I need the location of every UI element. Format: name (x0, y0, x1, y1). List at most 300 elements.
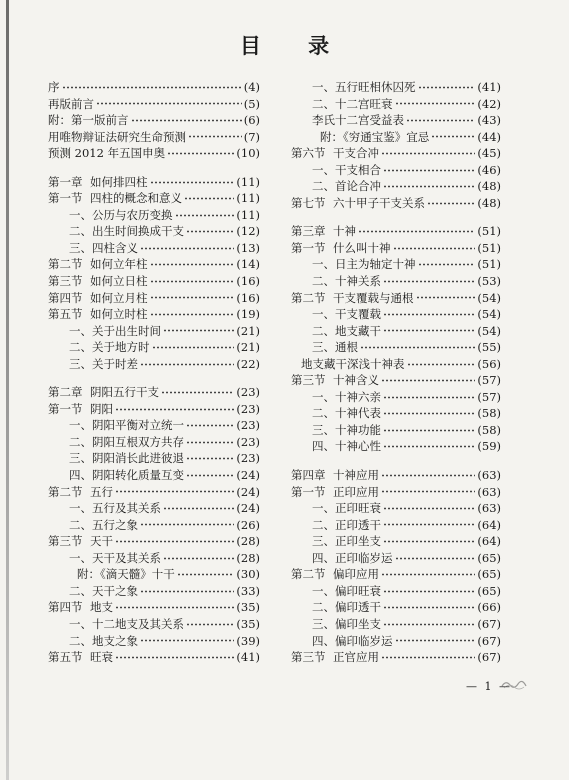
toc-entry-page: (42) (477, 96, 501, 111)
toc-entry (48, 583, 260, 600)
toc-entry-title: 一、公历与农历变换 (69, 207, 173, 222)
toc-entry (48, 550, 260, 567)
toc-entry (291, 162, 501, 179)
toc-dot-leader (163, 503, 234, 514)
toc-entry-page: (39) (236, 633, 260, 648)
toc-entry (291, 306, 501, 323)
toc-entry-title: 三、正印坐支 (312, 534, 381, 549)
page-title: 目 录 (239, 33, 350, 58)
toc-entry (291, 438, 501, 455)
toc-entry (291, 566, 501, 583)
toc-entry-page: (67) (477, 633, 501, 648)
toc-dot-leader (358, 226, 475, 237)
toc-entry-page: (11) (236, 207, 260, 222)
toc-entry-number: 第一节 (48, 191, 83, 206)
toc-entry-title: 五行 (90, 484, 113, 499)
toc-entry-title: 二、十神代表 (312, 406, 381, 421)
toc-entry-number: 第三节 (48, 534, 83, 549)
toc-entry-page: (13) (236, 240, 260, 255)
toc-dot-leader (406, 115, 475, 126)
toc-entry-number: 第二节 (291, 290, 326, 305)
toc-entry-page: (43) (477, 113, 501, 128)
toc-entry (48, 401, 260, 418)
toc-entry (291, 583, 501, 600)
toc-entry-title: 四、偏印临岁运 (312, 633, 393, 648)
toc-entry-title: 十神 (333, 224, 356, 239)
toc-entry-number: 第三章 (291, 224, 326, 239)
toc-dot-leader (115, 602, 234, 613)
toc-entry (48, 174, 260, 191)
toc-dot-leader (381, 470, 475, 481)
toc-entry-page: (41) (477, 80, 501, 94)
toc-entry (291, 323, 501, 340)
toc-dot-leader (184, 193, 234, 204)
toc-dot-leader (96, 98, 242, 109)
toc-entry (48, 256, 260, 273)
toc-dot-leader (150, 309, 235, 320)
toc-dot-leader (383, 165, 475, 176)
toc-entry-page: (46) (477, 162, 501, 177)
toc-dot-leader (381, 652, 475, 663)
toc-entry (48, 517, 260, 534)
toc-entry-page: (11) (236, 191, 260, 206)
toc-entry-title: 李氏十二宫受益表 (312, 113, 404, 128)
toc-entry (291, 240, 501, 257)
toc-entry (48, 96, 260, 113)
toc-entry-number: 第一节 (48, 401, 83, 416)
toc-entry-page: (10) (236, 146, 260, 161)
toc-dot-leader (427, 198, 475, 209)
toc-entry-page: (16) (236, 274, 260, 289)
toc-entry (291, 467, 501, 484)
toc-entry (48, 484, 260, 501)
toc-entry-title: 如何立日柱 (90, 274, 148, 289)
toc-entry (291, 405, 501, 422)
toc-entry-page: (67) (477, 650, 501, 665)
toc-entry-title: 四柱的概念和意义 (90, 191, 182, 206)
toc-entry-page: (23) (236, 418, 260, 433)
toc-entry (291, 290, 501, 307)
toc-entry-page: (66) (477, 600, 501, 615)
toc-entry-page: (56) (477, 356, 501, 371)
toc-entry-number: 第三节 (48, 274, 83, 289)
toc-dot-leader (383, 602, 475, 613)
toc-entry (291, 500, 501, 517)
toc-entry-title: 三、关于时差 (69, 356, 138, 371)
toc-entry-page: (35) (236, 616, 260, 631)
toc-entry (48, 384, 260, 401)
toc-entry-page: (54) (477, 307, 501, 322)
toc-dot-leader (383, 503, 475, 514)
toc-entry-title: 十神含义 (333, 373, 379, 388)
toc-column-right (291, 79, 501, 666)
toc-entry-title: 干支覆载与通根 (333, 290, 414, 305)
toc-dot-leader (186, 437, 234, 448)
toc-entry (48, 599, 260, 616)
toc-entry-title: 旺衰 (90, 650, 113, 665)
toc-entry-page: (63) (477, 468, 501, 483)
toc-dot-leader (360, 342, 475, 353)
toc-dot-leader (381, 375, 475, 386)
toc-entry-title: 一、五行旺相休囚死 (312, 80, 416, 94)
toc-entry-title: 二、天干之象 (69, 583, 138, 598)
toc-entry-page: (54) (477, 323, 501, 338)
toc-entry (48, 145, 260, 162)
toc-entry-page: (58) (477, 422, 501, 437)
toc-entry-page: (55) (477, 340, 501, 355)
toc-entry-title: 一、十神六亲 (312, 389, 381, 404)
toc-entry-number: 第一章 (48, 174, 83, 189)
toc-entry (48, 190, 260, 207)
toc-entry-page: (67) (477, 616, 501, 631)
toc-entry (291, 422, 501, 439)
toc-entry-page: (23) (236, 401, 260, 416)
toc-entry-number: 第三节 (291, 650, 326, 665)
toc-entry (291, 145, 501, 162)
toc-entry (291, 633, 501, 650)
toc-entry-title: 一、干支相合 (312, 162, 381, 177)
toc-dot-leader (381, 486, 475, 497)
toc-entry (48, 339, 260, 356)
toc-entry (48, 467, 260, 484)
toc-entry-title: 偏印应用 (333, 567, 379, 582)
toc-dot-leader (383, 425, 475, 436)
toc-entry-page: (51) (477, 224, 501, 239)
toc-entry-page: (14) (236, 257, 260, 272)
toc-entry-number: 第六节 (291, 146, 326, 161)
toc-entry (291, 273, 501, 290)
toc-entry-page: (41) (236, 650, 260, 665)
toc-entry-page: (64) (477, 534, 501, 549)
toc-dot-leader (177, 569, 235, 580)
toc-entry-title: 二、正印透干 (312, 517, 381, 532)
toc-entry (48, 356, 260, 373)
toc-dot-leader (418, 82, 476, 93)
toc-entry (48, 649, 260, 666)
toc-entry-title: 二、地支之象 (69, 633, 138, 648)
toc-dot-leader (383, 586, 475, 597)
toc-entry-page: (23) (236, 385, 260, 400)
toc-entry-number: 第二节 (48, 484, 83, 499)
toc-entry-page: (48) (477, 195, 501, 210)
toc-dot-leader (62, 82, 242, 93)
toc-entry-title: 一、偏印旺衰 (312, 583, 381, 598)
toc-entry-title: 四、正印临岁运 (312, 550, 393, 565)
toc-entry (48, 240, 260, 257)
toc-dot-leader (381, 569, 475, 580)
toc-entry-title: 用唯物辩证法研究生命预测 (48, 129, 186, 144)
toc-entry-page: (6) (243, 113, 260, 128)
toc-dot-leader (383, 181, 475, 192)
toc-entry-page: (7) (243, 129, 260, 144)
toc-entry-title: 一、阴阳平衡对立统一 (69, 418, 184, 433)
toc-entry-number: 第二章 (48, 385, 83, 400)
toc-dot-leader (383, 408, 475, 419)
toc-entry-title: 二、五行之象 (69, 517, 138, 532)
toc-entry-title: 三、偏印坐支 (312, 616, 381, 631)
toc-entry-title: 如何立时柱 (90, 307, 148, 322)
toc-dot-leader (163, 553, 234, 564)
toc-entry (291, 256, 501, 273)
toc-dot-leader (186, 470, 234, 481)
toc-dot-leader (383, 536, 475, 547)
toc-entry-title: 干支合冲 (333, 146, 379, 161)
toc-entry-title: 附：第一版前言 (48, 113, 129, 128)
toc-entry-title: 如何立月柱 (90, 290, 148, 305)
toc-dot-leader (383, 441, 475, 452)
toc-dot-leader (395, 635, 476, 646)
toc-entry-title: 三、阴阳消长此进彼退 (69, 451, 184, 466)
toc-entry-title: 二、首论合冲 (312, 179, 381, 194)
toc-entry-number: 第四节 (48, 600, 83, 615)
toc-dot-leader (131, 115, 242, 126)
toc-entry-page: (51) (477, 240, 501, 255)
toc-entry-page: (11) (236, 174, 260, 189)
toc-entry (291, 178, 501, 195)
toc-entry-page: (58) (477, 406, 501, 421)
toc-dot-leader (115, 404, 234, 415)
toc-dot-leader (175, 210, 235, 221)
toc-entry-page: (4) (243, 80, 260, 94)
toc-dot-leader (186, 453, 234, 464)
toc-entry-number: 第五节 (48, 307, 83, 322)
toc-entry-page: (57) (477, 389, 501, 404)
toc-dot-leader (186, 226, 234, 237)
toc-entry (48, 129, 260, 146)
toc-dot-leader (383, 519, 475, 530)
toc-entry-title: 阴阳五行干支 (90, 385, 159, 400)
toc-entry-page: (24) (236, 484, 260, 499)
toc-entry-number: 第三节 (291, 373, 326, 388)
toc-entry-number: 第一节 (291, 240, 326, 255)
toc-entry (48, 79, 260, 96)
toc-entry (291, 195, 501, 212)
toc-entry (48, 616, 260, 633)
toc-dot-leader (431, 131, 475, 142)
toc-entry-number: 第七节 (291, 195, 326, 210)
toc-column-left (48, 79, 260, 666)
toc-entry-title: 预测 2012 年五国申奥 (48, 146, 166, 161)
toc-dot-leader (188, 131, 242, 142)
toc-entry (291, 96, 501, 113)
toc-entry-page: (63) (477, 484, 501, 499)
toc-entry (48, 223, 260, 240)
toc-entry-title: 四、十神心性 (312, 439, 381, 454)
toc-entry (48, 306, 260, 323)
toc-entry-page: (53) (477, 274, 501, 289)
toc-entry (48, 533, 260, 550)
toc-dot-leader (383, 619, 475, 630)
toc-entry (291, 339, 501, 356)
toc-dot-leader (416, 292, 476, 303)
toc-entry-title: 一、日主为轴定十神 (312, 257, 416, 272)
toc-entry-page: (44) (477, 129, 501, 144)
toc-dot-leader (186, 619, 234, 630)
toc-entry-title: 十神应用 (333, 468, 379, 483)
toc-entry-page: (26) (236, 517, 260, 532)
toc-entry (48, 273, 260, 290)
toc-dot-leader (383, 309, 475, 320)
toc-dot-leader (115, 486, 234, 497)
toc-entry-page: (48) (477, 179, 501, 194)
toc-entry (48, 633, 260, 650)
toc-entry-title: 三、通根 (312, 340, 358, 355)
page-number-footer: — 1 — (466, 680, 512, 693)
toc-entry-title: 序 (48, 80, 60, 94)
toc-dot-leader (167, 148, 234, 159)
toc-dot-leader (140, 359, 234, 370)
toc-entry-title: 如何排四柱 (90, 174, 148, 189)
toc-dot-leader (163, 325, 234, 336)
toc-dot-leader (152, 342, 235, 353)
toc-entry (291, 223, 501, 240)
toc-entry (291, 79, 501, 96)
toc-entry (291, 550, 501, 567)
toc-entry-title: 再版前言 (48, 96, 94, 111)
toc-entry-title: 正官应用 (333, 650, 379, 665)
toc-dot-leader (407, 359, 476, 370)
page-binding-edge (6, 0, 9, 780)
toc-entry-page: (33) (236, 583, 260, 598)
toc-entry-title: 附：《穷通宝鉴》宜忌 (320, 129, 430, 144)
toc-entry-title: 天干 (90, 534, 113, 549)
toc-entry-number: 第二节 (291, 567, 326, 582)
toc-entry-page: (24) (236, 501, 260, 516)
toc-dot-leader (150, 259, 235, 270)
toc-entry-title: 六十甲子干支关系 (333, 195, 425, 210)
toc-entry (291, 517, 501, 534)
toc-entry-page: (65) (477, 567, 501, 582)
toc-dot-leader (383, 392, 475, 403)
toc-dot-leader (140, 243, 234, 254)
toc-entry-page: (30) (236, 567, 260, 582)
toc-entry-title: 二、关于地方时 (69, 340, 150, 355)
toc-dot-leader (395, 553, 476, 564)
toc-entry-page: (51) (477, 257, 501, 272)
toc-dot-leader (395, 98, 476, 109)
toc-dot-leader (393, 243, 476, 254)
toc-entry-title: 如何立年柱 (90, 257, 148, 272)
toc-entry-title: 二、阴阳互根双方共存 (69, 434, 184, 449)
toc-entry-page: (45) (477, 146, 501, 161)
toc-entry-title: 三、四柱含义 (69, 240, 138, 255)
toc-dot-leader (140, 635, 234, 646)
toc-entry (48, 207, 260, 224)
toc-entry-page: (57) (477, 373, 501, 388)
toc-entry-title: 一、十二地支及其关系 (69, 616, 184, 631)
toc-entry (48, 566, 260, 583)
toc-entry-title: 一、五行及其关系 (69, 501, 161, 516)
toc-entry-title: 阴阳 (90, 401, 113, 416)
toc-entry (48, 112, 260, 129)
toc-entry-page: (24) (236, 468, 260, 483)
toc-dot-leader (150, 177, 235, 188)
toc-entry-page: (59) (477, 439, 501, 454)
toc-dot-leader (381, 148, 475, 159)
toc-entry-title: 二、偏印透干 (312, 600, 381, 615)
toc-entry-page: (22) (236, 356, 260, 371)
toc-entry (291, 484, 501, 501)
toc-dot-leader (150, 292, 235, 303)
smudge-mark-icon (500, 677, 528, 691)
toc-entry-page: (5) (243, 96, 260, 111)
toc-entry-page: (28) (236, 534, 260, 549)
toc-entry-title: 地支藏干深浅十神表 (301, 356, 405, 371)
toc-entry-title: 一、关于出生时间 (69, 323, 161, 338)
toc-dot-leader (140, 519, 234, 530)
toc-entry (291, 112, 501, 129)
toc-dot-leader (140, 586, 234, 597)
toc-entry (48, 417, 260, 434)
toc-entry-page: (35) (236, 600, 260, 615)
toc-entry-number: 第一节 (291, 484, 326, 499)
toc-entry (291, 372, 501, 389)
toc-dot-leader (115, 536, 234, 547)
toc-entry-title: 正印应用 (333, 484, 379, 499)
toc-entry-title: 二、十二宫旺衰 (312, 96, 393, 111)
toc-entry-title: 什么叫十神 (333, 240, 391, 255)
toc-dot-leader (115, 652, 234, 663)
toc-entry (48, 450, 260, 467)
toc-entry-title: 三、十神功能 (312, 422, 381, 437)
toc-entry-number: 第四章 (291, 468, 326, 483)
toc-entry (291, 389, 501, 406)
toc-dot-leader (383, 325, 475, 336)
toc-entry-page: (21) (236, 323, 260, 338)
toc-entry-number: 第四节 (48, 290, 83, 305)
toc-entry-title: 地支 (90, 600, 113, 615)
toc-entry-page: (28) (236, 550, 260, 565)
toc-entry-page: (19) (236, 307, 260, 322)
toc-entry-title: 二、出生时间换成干支 (69, 224, 184, 239)
toc-entry (291, 533, 501, 550)
toc-entry-number: 第二节 (48, 257, 83, 272)
toc-dot-leader (418, 259, 476, 270)
toc-entry (48, 434, 260, 451)
toc-entry-page: (65) (477, 550, 501, 565)
toc-entry-page: (21) (236, 340, 260, 355)
toc-entry-title: 二、十神关系 (312, 274, 381, 289)
toc-entry (48, 323, 260, 340)
toc-dot-leader (161, 387, 234, 398)
toc-entry-title: 一、正印旺衰 (312, 501, 381, 516)
toc-dot-leader (186, 420, 234, 431)
toc-entry-title: 二、地支藏干 (312, 323, 381, 338)
toc-entry-page: (23) (236, 451, 260, 466)
toc-entry-page: (23) (236, 434, 260, 449)
toc-dot-leader (150, 276, 235, 287)
toc-dot-leader (383, 276, 475, 287)
toc-entry-page: (63) (477, 501, 501, 516)
toc-entry (291, 129, 501, 146)
toc-entry (291, 649, 501, 666)
toc-entry-title: 附：《滴天髓》十干 (77, 567, 175, 582)
toc-entry-number: 第五节 (48, 650, 83, 665)
toc-entry (291, 599, 501, 616)
toc-entry-title: 四、阴阳转化质量互变 (69, 468, 184, 483)
toc-entry-page: (64) (477, 517, 501, 532)
toc-entry (291, 356, 501, 373)
toc-entry (48, 290, 260, 307)
toc-entry-page: (12) (236, 224, 260, 239)
toc-entry (48, 500, 260, 517)
toc-entry-title: 一、天干及其关系 (69, 550, 161, 565)
toc-entry (291, 616, 501, 633)
toc-entry-page: (54) (477, 290, 501, 305)
toc-entry-page: (16) (236, 290, 260, 305)
toc-entry-page: (65) (477, 583, 501, 598)
toc-entry-title: 一、干支覆载 (312, 307, 381, 322)
